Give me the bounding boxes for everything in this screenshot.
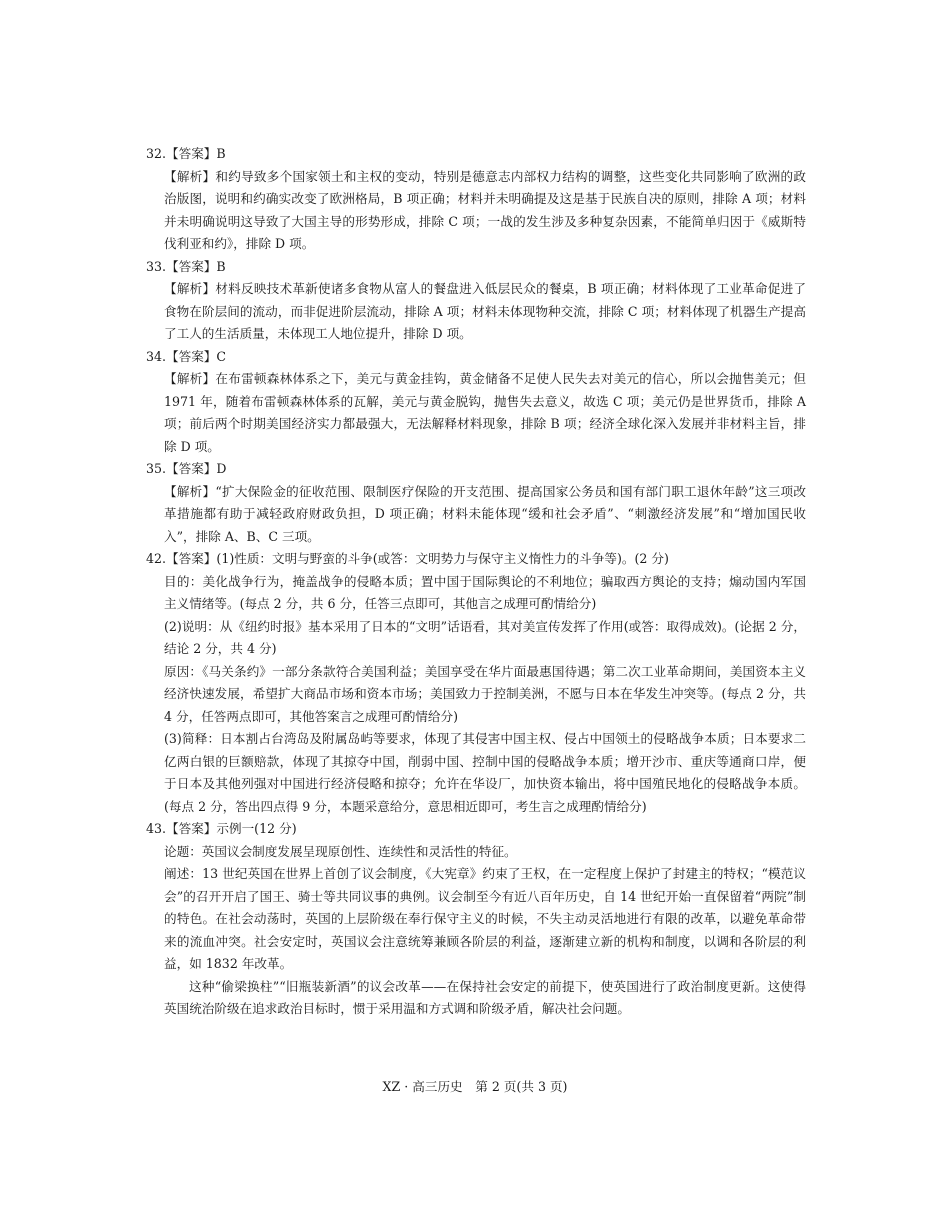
analysis-paragraph: 【解析】和约导致多个国家领土和主权的变动，特别是德意志内部权力结构的调整，这些变化共同影响了欧洲的政治版图，说明和约确实改变了欧洲格局，B 项正确；材料并未明确提及这是基于民族自决的原则，排除 A 项；材料并未明确说明这导致了大国主导的形势形成，排除 C 项；一战的发生涉及多种复杂因素，不能简单归因于《威斯特伐利亚和约》，排除 D 项。 bbox=[164, 168, 806, 251]
answer-42 bbox=[146, 548, 806, 818]
analysis-paragraph: 【解析】“扩大保险金的征收范围、限制医疗保险的开支范围、提高国家公务员和国有部门职工退休年龄”这三项改革措施都有助于减轻政府财政负担，D 项正确；材料未能体现“缓和社会矛盾”、“刺激经济发展”和“增加国民收入”，排除 A、B、C 三项。 bbox=[164, 483, 806, 544]
thesis-paragraph: 论题：英国议会制度发展呈现原创性、连续性和灵活性的特征。 bbox=[164, 843, 517, 859]
answer-heading: 35.【答案】D bbox=[146, 461, 227, 476]
answer-paragraph: (2)说明：从《纽约时报》基本采用了日本的“文明”话语看，其对美宣传发挥了作用(或答：取得成效)。(论据 2 分，结论 2 分，共 4 分) bbox=[164, 618, 806, 656]
answer-35 bbox=[146, 458, 806, 548]
answer-33 bbox=[146, 256, 806, 346]
answer-32 bbox=[146, 143, 806, 256]
answer-paragraph: 目的：美化战争行为，掩盖战争的侵略本质；置中国于国际舆论的不利地位；骗取西方舆论的支持；煽动国内军国主义情绪等。(每点 2 分，共 6 分，任答三点即可，其他言之成理可酌情给分) bbox=[164, 573, 806, 611]
answer-43 bbox=[146, 818, 806, 1021]
answer-heading: 32.【答案】B bbox=[146, 146, 226, 161]
answer-heading: 43.【答案】示例一(12 分) bbox=[146, 821, 297, 836]
answer-content bbox=[146, 143, 806, 1021]
answer-paragraph: (3)简释：日本割占台湾岛及附属岛屿等要求，体现了其侵害中国主权、侵占中国领土的侵略战争本质；日本要求二亿两白银的巨额赔款，体现了其掠夺中国，削弱中国、控制中国的侵略战争本质；增开沙市、重庆等通商口岸，便于日本及其他列强对中国进行经济侵略和掠夺；允许在华设厂，加快资本输出，将中国殖民地化的侵略战争本质。(每点 2 分，答出四点得 9 分，本题采意给分，意思相近即可，考生言之成理酌情给分) bbox=[164, 731, 806, 814]
answer-34 bbox=[146, 346, 806, 459]
analysis-paragraph: 【解析】材料反映技术革新使诸多食物从富人的餐盘进入低层民众的餐桌，B 项正确；材料体现了工业革命促进了食物在阶层间的流动，而非促进阶层流动，排除 A 项；材料未体现物种交流，排除 C 项；材料体现了机器生产提高了工人的生活质量，未体现工人地位提升，排除 D 项。 bbox=[164, 281, 806, 341]
page-footer: XZ · 高三历史 第 2 页(共 3 页) bbox=[382, 1079, 568, 1094]
conclusion-paragraph: 这种“偷梁换柱”“旧瓶装新酒”的议会改革——在保持社会安定的前提下，使英国进行了政治制度更新。这使得英国统治阶级在追求政治目标时，惯于采用温和方式调和阶级矛盾，解决社会问题。 bbox=[164, 978, 806, 1016]
answer-heading: 34.【答案】C bbox=[146, 348, 227, 364]
analysis-paragraph: 【解析】在布雷顿森林体系之下，美元与黄金挂钩，黄金储备不足使人民失去对美元的信心，所以会抛售美元；但 1971 年，随着布雷顿森林体系的瓦解，美元与黄金脱钩，抛售失去意义，故选 C 项；美元仍是世界货币，排除 A 项；前后两个时期美国经济实力都最强大，无法解释材料现象，排除 B 项；经济全球化深入发展并非材料主旨，排除 D 项。 bbox=[164, 371, 806, 454]
answer-heading: 42.【答案】(1)性质：文明与野蛮的斗争(或答：文明势力与保守主义惰性力的斗争等)。(2 分) bbox=[146, 551, 669, 566]
answer-heading: 33.【答案】B bbox=[146, 258, 226, 274]
answer-paragraph: 原因：《马关条约》一部分条款符合美国利益；美国享受在华片面最惠国待遇；第二次工业革命期间，美国资本主义经济快速发展，希望扩大商品市场和资本市场；美国致力于控制美洲，不愿与日本在华发生冲突等。(每点 2 分，共 4 分，任答两点即可，其他答案言之成理可酌情给分) bbox=[164, 663, 806, 724]
elaboration-paragraph: 阐述：13 世纪英国在世界上首创了议会制度，《大宪章》约束了王权，在一定程度上保护了封建主的特权；“模范议会”的召开开启了国王、骑士等共同议事的典例。议会制至今有近八百年历史，自 14 世纪开始一直保留着“两院”制的特色。在社会动荡时，英国的上层阶级在奉行保守主义的时候，不失主动灵活地进行有限的改革，以避免革命带来的流血冲突。社会安定时，英国议会注意统筹兼顾各阶层的利益，逐渐建立新的机构和制度，以调和各阶层的利益，如 1832 年改革。 bbox=[164, 866, 806, 971]
